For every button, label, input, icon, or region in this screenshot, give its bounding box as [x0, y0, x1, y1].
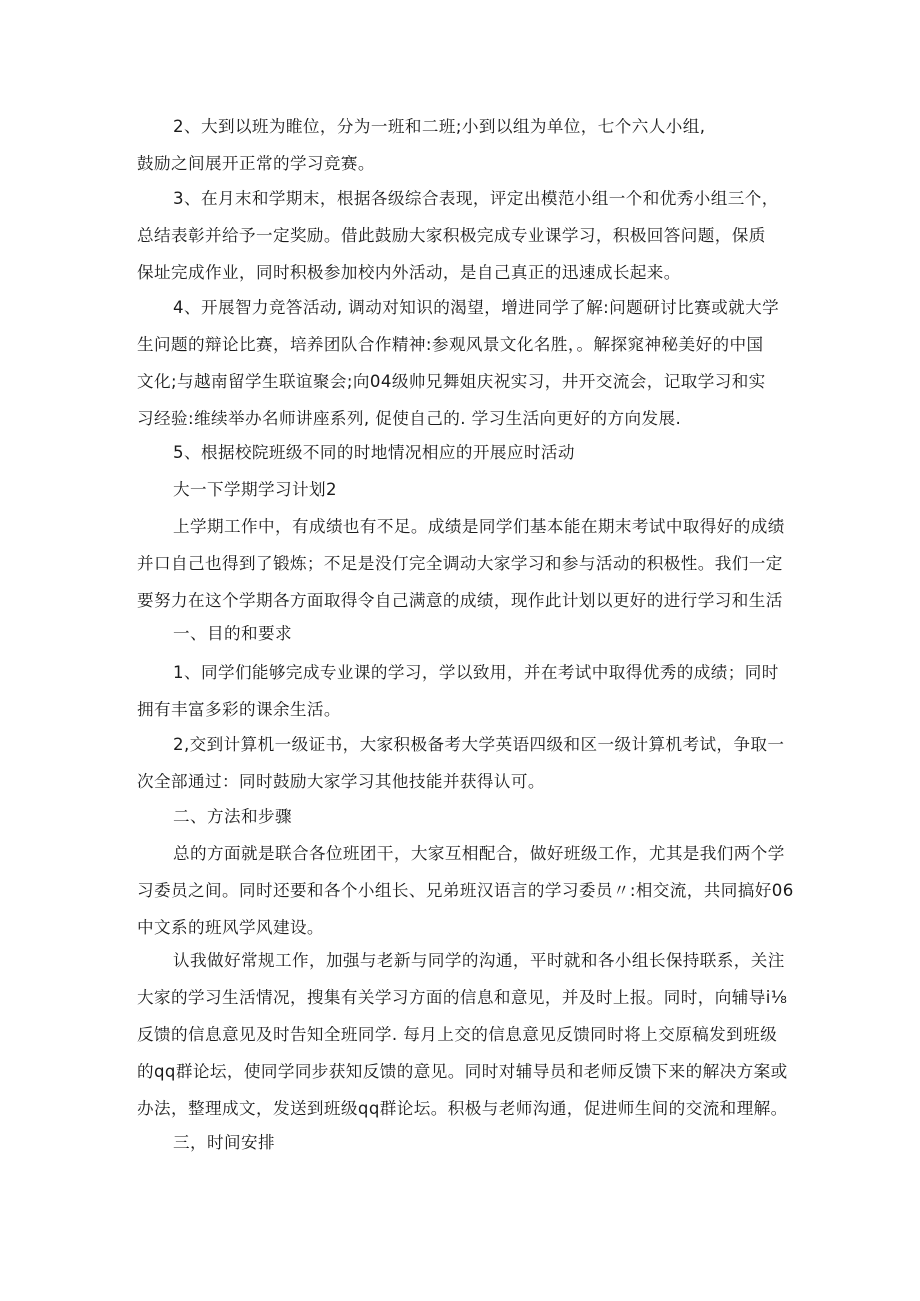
- text-line: 保址完成作业，同时积极参加校内外活动，是自己真正的迅速成长起来。: [137, 263, 681, 282]
- text-line: 5、根据校院班级不同的时地情况相应的开展应时活动: [173, 443, 575, 462]
- heading-goals: [137, 615, 787, 652]
- text-line: 中文系的班风学风建设。: [137, 918, 324, 937]
- paragraph-goal-2: [137, 726, 787, 800]
- paragraph-goal-1: [137, 654, 787, 728]
- text-line: 生问题的辩论比赛，培养团队合作精神:参观风景文化名胜，。解探窕神秘美好的中国: [137, 335, 764, 354]
- paragraph-methods-general: [137, 835, 794, 946]
- text-line: 次全部通过：同时鼓励大家学习其他技能并获得认可。: [137, 772, 545, 791]
- text-line: 的qq群论坛，使同学同步获知反馈的意见。同时对辅导员和老师反馈下来的解决方案或: [137, 1062, 788, 1081]
- text-line: 1、同学们能够完成专业课的学习，学以致用，并在考试中取得优秀的成绩；同时: [173, 663, 779, 682]
- text-line: 3、在月末和学期末，根据各级综合表现，评定出模范小组一个和优秀小组三个，: [173, 189, 779, 208]
- text-line: 认我做好常规工作，加强与老新与同学的沟通，平时就和各小组长保持联系，关注: [173, 951, 785, 970]
- text-line: 2,交到计算机一级证书，大家积极备考大学英语四级和区一级计算机考试，争取一: [173, 735, 785, 754]
- text-line: 文化;与越南留学生联谊聚会;向04级帅兄舞姐庆祝实习，井开交流会，记取学习和实: [137, 372, 766, 391]
- section-heading: 大一下学期学习计划2: [173, 480, 337, 499]
- text-line: 办法，整理成文，发送到班级qq群论坛。积极与老师沟通，促进师生间的交流和理解。: [137, 1099, 788, 1118]
- text-line: 拥有丰富多彩的课余生活。: [137, 700, 341, 719]
- text-line: 习委员之间。同时还要和各个小组长、兄弟班汉语言的学习委员〃:相交流，共同搞好06: [137, 881, 794, 900]
- paragraph-previous-semester: [137, 508, 787, 619]
- heading-schedule: [137, 1124, 787, 1161]
- text-line: 大家的学习生活情况，搜集有关学习方面的信息和意见，并及时上报。同时，向辅导i⅛: [137, 988, 788, 1007]
- text-line: 习经验:维续举办名师讲座系列, 促使自己的. 学习生活向更好的方向发展.: [137, 409, 682, 428]
- section-title-plan-2: [137, 471, 787, 508]
- paragraph-timely-activities: [137, 434, 787, 471]
- text-line: 4、开展智力竞答活动, 调动对知识的渴望，增进同学了解:问题研讨比赛或就大学: [173, 298, 780, 317]
- section-heading: 二、方法和步骤: [173, 807, 292, 826]
- text-line: 反馈的信息意见及时告知全班同学. 每月上交的信息意见反馈同时将上交原稿发到班级: [137, 1025, 778, 1044]
- heading-methods: [137, 798, 787, 835]
- paragraph-quiz-activities: [137, 289, 787, 437]
- text-line: 总的方面就是联合各位班团干，大家互相配合，做好班级工作，尤其是我们两个学: [173, 844, 785, 863]
- text-line: 总结表彰并给予一定奖励。借此鼓励大家积极完成专业课学习，积极回答问题，保质: [137, 226, 766, 245]
- text-line: 2、大到以班为睢位，分为一班和二班;小到以组为单位，七个六人小组,: [173, 117, 706, 136]
- text-line: 上学期工作中，有成绩也有不足。成绩是同学们基本能在期末考试中取得好的成绩: [173, 517, 785, 536]
- text-line: 并口自己也得到了锻炼；不足是没仃完全调动大家学习和参与活动的积极性。我们一定: [137, 554, 783, 573]
- text-line: 要努力在这个学期各方面取得令自己满意的成绩，现作此计划以更好的进行学习和生活: [137, 591, 783, 610]
- text-line: 鼓励之间展开正常的学习竞赛。: [137, 154, 375, 173]
- section-heading: 一、目的和要求: [173, 624, 292, 643]
- section-heading: 三，时间安排: [173, 1133, 275, 1152]
- paragraph-model-group-award: [137, 180, 787, 291]
- paragraph-routine-work: [137, 942, 787, 1127]
- paragraph-activity-competition: [137, 108, 787, 182]
